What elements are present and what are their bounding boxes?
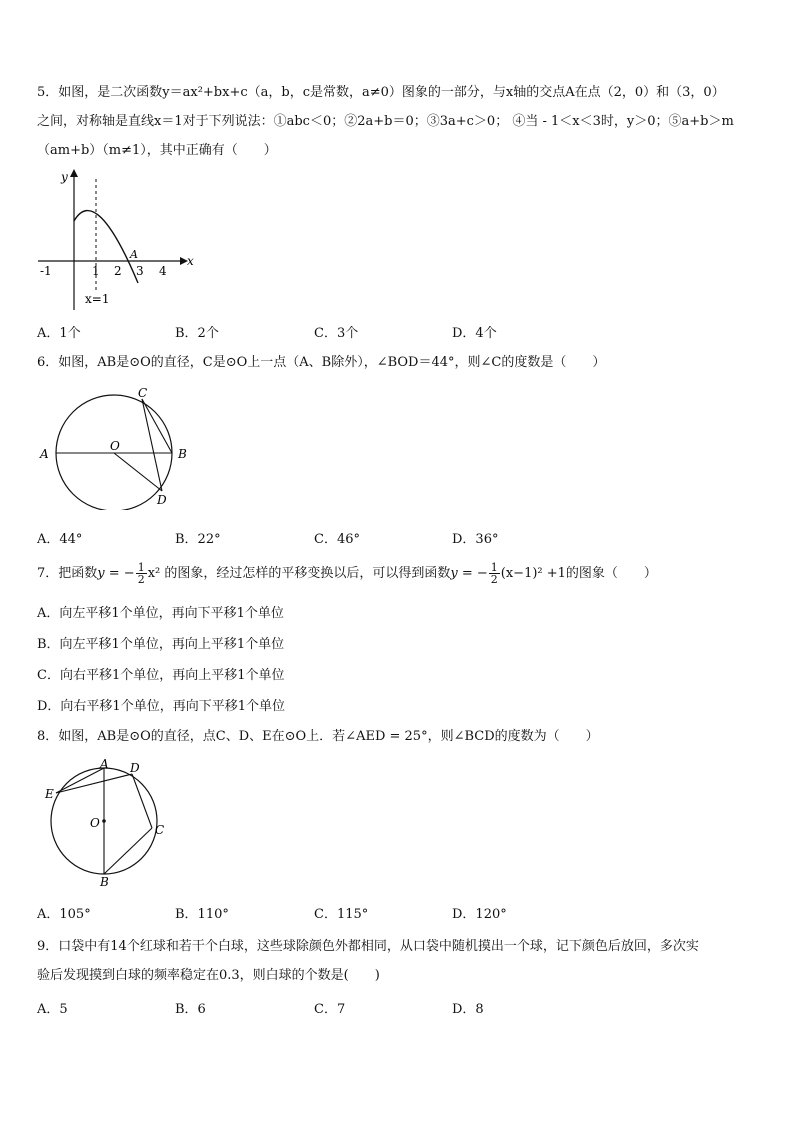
q5-option-a[interactable]: A．1个 <box>37 326 81 341</box>
q5-option-c[interactable]: C．3个 <box>314 326 359 341</box>
q9-options <box>37 998 757 1018</box>
question-6 <box>37 348 757 377</box>
segment-cb <box>104 828 152 874</box>
q8-options <box>37 903 757 923</box>
q7-f1-denominator: 2 <box>137 573 145 586</box>
label-b: B <box>178 447 187 461</box>
q7-f1-numerator: 1 <box>137 561 145 574</box>
q9-stem-line-2: 验后发现摸到白球的频率稳定在0.3，则白球的个数是( ) <box>37 968 380 983</box>
q6-stem: 6．如图，AB是⊙O的直径，C是⊙O上一点（A、B除外），∠BOD＝44°，则∠C的度数是（ ） <box>37 355 606 370</box>
q8-option-d[interactable]: D．120° <box>452 907 507 922</box>
q9-option-a[interactable]: A．5 <box>37 1002 68 1017</box>
q7-f2-numerator: 1 <box>490 561 498 574</box>
tick-minus-1: -1 <box>40 264 52 278</box>
point-a-label: A <box>130 248 138 261</box>
label-d: D <box>157 493 167 507</box>
q7-formula-1-rest: x² 的图象，经过怎样的平移变换以后，可以得到函数 <box>147 566 451 581</box>
q7-formula-1-fraction <box>136 562 147 585</box>
q8-option-c[interactable]: C．115° <box>314 907 369 922</box>
q9-stem-line-1: 9．口袋中有14个红球和若干个白球，这些球除颜色外都相同，从口袋中随机摸出一个球，记下颜色后放回，多次实 <box>37 939 699 954</box>
q7-option-b[interactable]: B．向左平移1个单位，再向上平移1个单位 <box>37 637 285 652</box>
q5-parabola-graph <box>30 165 200 315</box>
y-axis-label: y <box>61 170 68 184</box>
question-9 <box>37 932 757 990</box>
label-c: C <box>138 386 148 400</box>
q7-option-d[interactable]: D．向右平移1个单位，再向下平移1个单位 <box>37 699 285 714</box>
q9-option-c[interactable]: C．7 <box>314 1002 346 1017</box>
q5-option-b[interactable]: B．2个 <box>175 326 219 341</box>
question-5 <box>37 78 757 165</box>
tick-3: 3 <box>136 264 144 278</box>
q6-circle-figure <box>36 380 196 510</box>
label-a: A <box>40 447 49 461</box>
q8-stem: 8．如图，AB是⊙O的直径，点C、D、E在⊙O上．若∠AED = 25°，则∠BCD的度数为（ ） <box>37 729 599 744</box>
q7-formula-1-lhs: y = − <box>97 566 135 581</box>
q6-option-a[interactable]: A．44° <box>37 532 83 547</box>
q7-stem-pre: 7．把函数 <box>37 566 98 581</box>
q5-stem-line-1: 5．如图，是二次函数y＝ax²+bx+c（a，b，c是常数，a≠0）图象的一部分，与x轴的交点A在点（2，0）和（3，0） <box>37 85 725 100</box>
segment-ea <box>56 768 104 793</box>
q8-option-b[interactable]: B．110° <box>175 907 229 922</box>
parabola-curve <box>74 211 138 283</box>
q7-formula-2-lhs: y = − <box>450 566 488 581</box>
center-point <box>102 819 106 823</box>
q8-circle-figure <box>42 755 182 890</box>
q7-formula-2-fraction <box>489 562 500 585</box>
tick-1: 1 <box>92 264 100 278</box>
label-e: E <box>45 787 54 801</box>
tick-2: 2 <box>114 264 122 278</box>
q7-formula-2-rest: (x−1)² +1的图象（ ） <box>500 566 657 581</box>
q6-option-b[interactable]: B．22° <box>175 532 221 547</box>
question-8 <box>37 722 757 751</box>
q7-option-c[interactable]: C．向右平移1个单位，再向上平移1个单位 <box>37 668 285 683</box>
symmetry-axis-label: x=1 <box>85 292 110 306</box>
q5-options <box>37 322 757 342</box>
tick-4: 4 <box>159 264 167 278</box>
q6-option-c[interactable]: C．46° <box>314 532 360 547</box>
q5-stem-line-3: （am+b）（m≠1），其中正确有（ ） <box>37 143 277 158</box>
q6-option-d[interactable]: D．36° <box>452 532 499 547</box>
q5-stem-line-2: 之间，对称轴是直线x＝1对于下列说法：①abc＜0；②2a+b＝0；③3a+c＞0； ④当 - 1＜x＜3时，y＞0；⑤a+b＞m <box>37 114 734 129</box>
label-o: O <box>110 439 120 453</box>
q6-options <box>37 528 757 548</box>
label-b: B <box>100 875 109 889</box>
q9-option-b[interactable]: B．6 <box>175 1002 206 1017</box>
label-o: O <box>90 816 100 830</box>
label-c: C <box>155 823 165 837</box>
label-a: A <box>100 757 109 771</box>
q5-option-d[interactable]: D．4个 <box>452 326 497 341</box>
q7-f2-denominator: 2 <box>490 573 498 586</box>
label-d: D <box>130 761 140 775</box>
q7-option-a[interactable]: A．向左平移1个单位，再向下平移1个单位 <box>37 606 284 621</box>
segment-dc <box>132 774 152 828</box>
y-axis-arrow <box>70 169 78 177</box>
q8-option-a[interactable]: A．105° <box>37 907 91 922</box>
segment-cb <box>142 399 172 453</box>
question-7 <box>37 559 757 589</box>
x-axis-label: x <box>187 254 194 268</box>
q9-option-d[interactable]: D．8 <box>452 1002 484 1017</box>
